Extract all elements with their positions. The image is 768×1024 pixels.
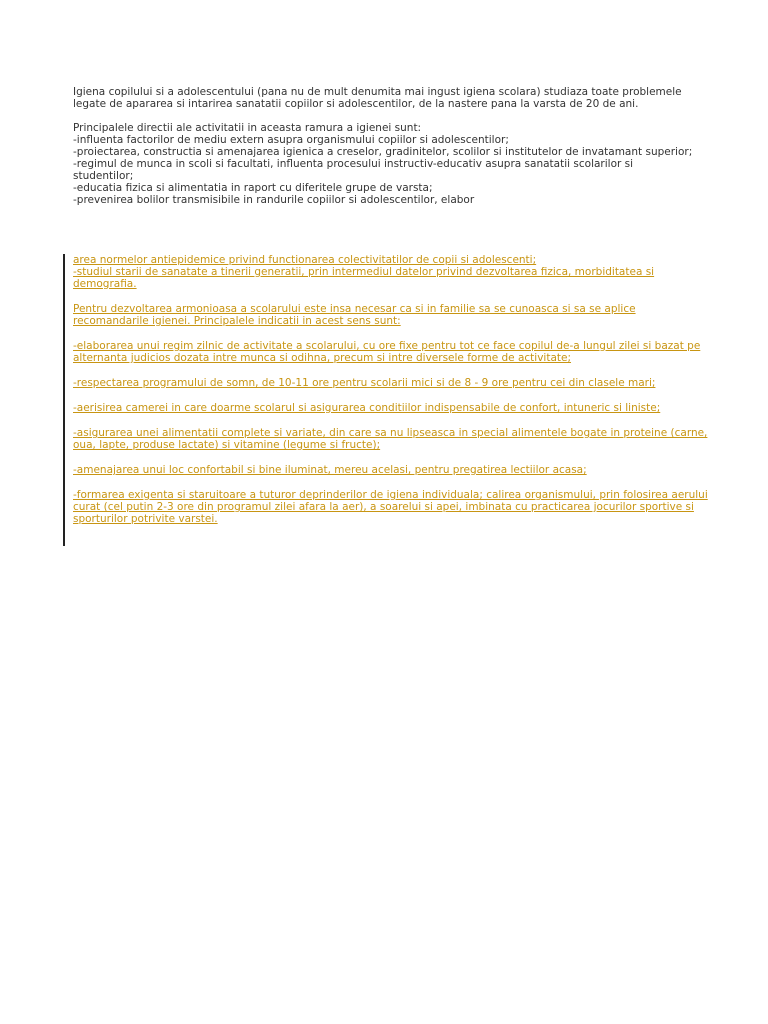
direction-item: -educatia fizica si alimentatia in raport cu diferitele grupe de varsta;: [73, 182, 433, 194]
original-text-block: [73, 86, 693, 206]
recommendation-item: -aerisirea camerei in care doarme scolarul si asigurarea conditiilor indispensabile de confort, intuneric si liniste;: [73, 402, 661, 414]
direction-item: -influenta factorilor de mediu extern asupra organismului copiilor si adolescentilor;: [73, 134, 509, 146]
inserted-continuation: area normelor antiepidemice privind functionarea colectivitatilor de copii si adolescenti;: [73, 254, 537, 266]
directions-heading: Principalele directii ale activitatii in aceasta ramura a igienei sunt:: [73, 122, 422, 134]
intro-paragraph: Igiena copilului si a adolescentului (pana nu de mult denumita mai ingust igiena scolara) studiaza toate problemele legate de apararea si intarirea sanatatii copiilor si adolescentilor, de la nastere pana la varsta de 20 de ani.: [73, 86, 685, 110]
family-intro-paragraph: Pentru dezvoltarea armonioasa a scolarului este insa necesar ca si in familie sa se cunoasca si sa se aplice recomandarile igienei. Principalele indicatii in acest sens sunt:: [73, 303, 636, 327]
recommendation-item: -elaborarea unui regim zilnic de activitate a scolarului, cu ore fixe pentru tot ce face copilul de-a lungul zilei si bazat pe alternanta judicios dozata intre munca si odihna, precum si intre diversele forme de activitate;: [73, 340, 701, 364]
direction-item: -proiectarea, constructia si amenajarea igienica a creselor, gradinitelor, scolilor si institutelor de invatamant superior;: [73, 146, 693, 158]
direction-item: -regimul de munca in scoli si facultati, influenta procesului instructiv-educativ asupra sanatatii scolarilor si studentilor;: [73, 158, 637, 182]
recommendation-item: -formarea exigenta si staruitoare a tuturor deprinderilor de igiena individuala; calirea organismului, prin folosirea aerului curat (cel putin 2-3 ore din programul zilei afara la aer), a soarelui si apei, imbinata cu practicarea jocurilor sportive si sporturilor potrivite varstei.: [73, 489, 708, 525]
recommendation-item: -asigurarea unei alimentatii complete si variate, din care sa nu lipseasca in special alimentele bogate in proteine (carne, oua, lapte, produse lactate) si vitamine (legume si fructe);: [73, 427, 708, 451]
inserted-study-line: -studiul starii de sanatate a tinerii generatii, prin intermediul datelor privind dezvoltarea fizica, morbiditatea si demografia.: [73, 266, 655, 290]
revision-change-bar: [63, 254, 65, 546]
paragraph-spacer: [73, 110, 693, 122]
recommendation-item: -amenajarea unui loc confortabil si bine iluminat, mereu acelasi, pentru pregatirea lectiilor acasa;: [73, 464, 587, 476]
recommendation-item: -respectarea programului de somn, de 10-11 ore pentru scolarii mici si de 8 - 9 ore pentru cei din clasele mari;: [73, 377, 656, 389]
direction-item: -prevenirea bolilor transmisibile in randurile copiilor si adolescentilor, elabor: [73, 194, 475, 206]
inserted-text-block: [73, 254, 713, 538]
